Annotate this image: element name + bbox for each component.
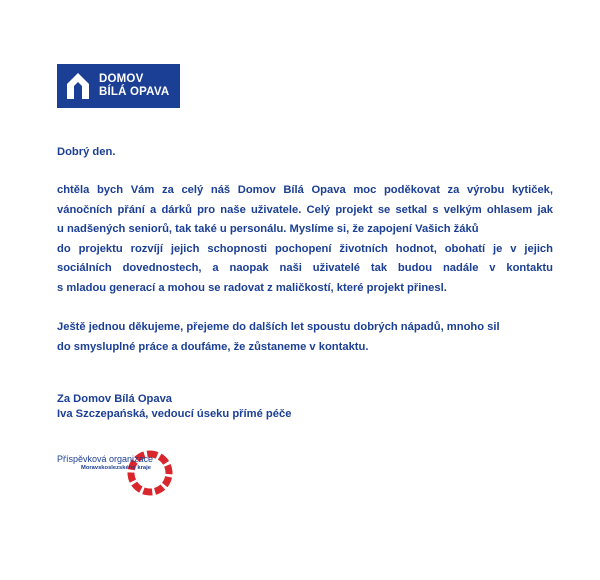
paragraph-1-line: do projektu rozvíjí jejich schopnosti pochopení životních hodnot, obohatí je v jejich xyxy=(57,242,553,255)
paragraph-2-line: do smysluplné práce a doufáme, že zůstaneme v kontaktu. xyxy=(57,340,369,353)
org-name: Příspěvková organizace xyxy=(57,454,154,464)
paragraph-1-line: vánočních přání a dárků pro naše uživatele. Celý projekt se setkal s velkým ohlasem jak xyxy=(57,203,553,216)
logo-line1: DOMOV xyxy=(99,73,144,85)
signature-org: Za Domov Bílá Opava xyxy=(57,393,173,405)
signature-name: Iva Szczepańská, vedoucí úseku přímé péče xyxy=(57,408,292,420)
logo-line2: BÍLÁ OPAVA xyxy=(99,86,170,98)
paragraph-2-line: Ještě jednou děkujeme, přejeme do dalších let spoustu dobrých nápadů, mnoho sil xyxy=(57,321,500,333)
house-arrow-icon xyxy=(65,72,91,100)
greeting: Dobrý den. xyxy=(57,146,116,158)
paragraph-1 xyxy=(57,181,553,298)
signature xyxy=(57,392,553,422)
letter-body xyxy=(57,143,553,422)
org-subtitle: Moravskoslezského kraje xyxy=(81,465,151,471)
logo-text xyxy=(99,73,169,99)
paragraph-1-line: sociálních dovednostech, a naopak naši uživatelé tak budou nadále v kontaktu xyxy=(57,262,553,274)
paragraph-1-line: chtěla bych Vám za celý náš Domov Bílá Opava moc poděkovat za výrobu kytiček, xyxy=(57,184,553,196)
domov-logo xyxy=(57,64,180,108)
paragraph-2 xyxy=(57,318,553,357)
paragraph-1-line: s mladou generací a mohou se radovat z maličkostí, které projekt přinesl. xyxy=(57,281,447,294)
paragraph-1-line: u nadšených seniorů, tak také u personálu. Myslíme si, že zapojení Vašich žáků xyxy=(57,223,479,235)
